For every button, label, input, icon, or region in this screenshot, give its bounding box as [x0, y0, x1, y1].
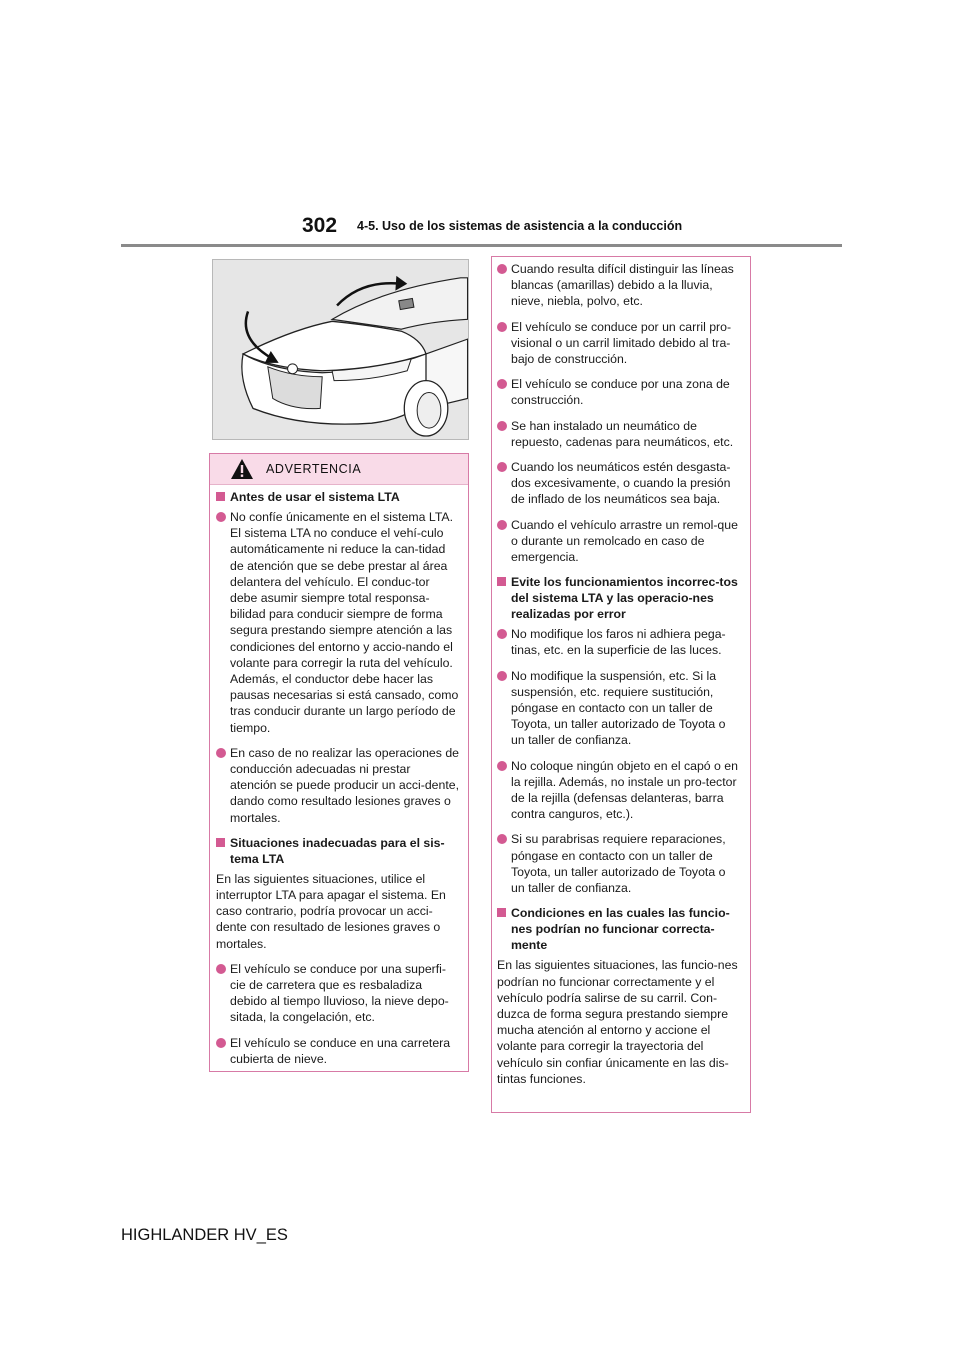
list-item: El vehículo se conduce por una zona de construcción. — [497, 376, 742, 408]
bullet-icon — [497, 462, 507, 472]
section-heading: Condiciones en las cuales las funcio-nes podrían no funcionar correcta-mente — [497, 905, 742, 953]
section-heading: Antes de usar el sistema LTA — [216, 489, 459, 505]
square-bullet-icon — [216, 838, 225, 847]
bullet-icon — [497, 520, 507, 530]
warning-header — [210, 454, 468, 485]
warning-box-continued — [491, 256, 751, 1113]
paragraph: En las siguientes situaciones, utilice el interruptor LTA para apagar el sistema. En caso contrario, podría provocar un acci-dente con resultado de lesiones graves o mortales. — [216, 871, 446, 951]
paragraph: En las siguientes situaciones, las funcio-nes podrían no funcionar correctamente y el vehículo podría salirse de su carril. Con-duzca de forma segura prestando siempre mucha atención al entorno y accione el volante para corregir la trayectoria del vehículo sin confiar únicamente en las dis-tintas funciones. — [497, 958, 738, 1086]
bullet-icon — [216, 748, 226, 758]
list-item: Cuando resulta difícil distinguir las líneas blancas (amarillas) debido a la lluvia, nieve, niebla, polvo, etc. — [497, 261, 742, 310]
list-item: No confíe únicamente en el sistema LTA. El sistema LTA no conduce el vehí-culo automáticamente ni reduce la can-tidad de atención que se debe prestar al área delantera del vehículo. El conduc-tor debe asumir siempre total responsa-bilidad para conducir siempre de forma segura prestando siempre atención a las condiciones del entorno y accio-nando el volante para corregir la ruta del vehículo. Además, el conductor debe hacer las pausas necesarias si está cansado, como tras conducir durante un largo período de tiempo. — [216, 509, 459, 736]
car-drawing-icon — [213, 260, 468, 439]
bullet-icon — [216, 512, 226, 522]
list-item: No modifique la suspensión, etc. Si la suspensión, etc. requiere sustitución, póngase en contacto con un taller de Toyota, un taller autorizado de Toyota o un taller de confianza. — [497, 668, 742, 749]
warning-triangle-icon — [230, 458, 254, 480]
bullet-icon — [216, 1038, 226, 1048]
bullet-icon — [497, 671, 507, 681]
bullet-icon — [497, 264, 507, 274]
list-item: Cuando el vehículo arrastre un remol-que o durante un remolcado en caso de emergencia. — [497, 517, 742, 566]
warning-title: ADVERTENCIA — [266, 462, 362, 476]
section-heading: Evite los funcionamientos incorrec-tos del sistema LTA y las operacio-nes realizadas por error — [497, 574, 742, 622]
square-bullet-icon — [216, 492, 225, 501]
vehicle-front-illustration — [212, 259, 469, 440]
warning-box — [209, 453, 469, 1072]
list-item: El vehículo se conduce por una superfi-cie de carretera que es resbaladiza debido al tiempo lluvioso, la nieve depo-sitada, la congelación, etc. — [216, 961, 459, 1026]
section-heading: Situaciones inadecuadas para el sis-tema LTA — [216, 835, 459, 867]
footer-model-name: HIGHLANDER HV_ES — [121, 1226, 288, 1244]
square-bullet-icon — [497, 908, 506, 917]
list-item: En caso de no realizar las operaciones de conducción adecuadas ni prestar atención se puede producir un acci-dente, dando como resultado lesiones graves o mortales. — [216, 745, 459, 826]
list-item: Si su parabrisas requiere reparaciones, póngase en contacto con un taller de Toyota, un taller autorizado de Toyota o un taller de confianza. — [497, 831, 742, 896]
section-title: 4-5. Uso de los sistemas de asistencia a la conducción — [357, 219, 683, 233]
list-item: No modifique los faros ni adhiera pega-tinas, etc. en la superficie de las luces. — [497, 626, 742, 658]
bullet-icon — [497, 834, 507, 844]
list-item: El vehículo se conduce en una carretera cubierta de nieve. — [216, 1035, 459, 1067]
bullet-icon — [497, 761, 507, 771]
list-item: El vehículo se conduce por un carril pro-visional o un carril limitado debido al tra-bajo de construcción. — [497, 319, 742, 368]
square-bullet-icon — [497, 577, 506, 586]
list-item: Cuando los neumáticos estén desgasta-dos excesivamente, o cuando la presión de inflado de los neumáticos sea baja. — [497, 459, 742, 508]
bullet-icon — [497, 379, 507, 389]
bullet-icon — [497, 421, 507, 431]
list-item: No coloque ningún objeto en el capó o en la rejilla. Además, no instale un pro-tector de la rejilla (defensas delanteras, barra contra canguros, etc.). — [497, 758, 742, 823]
bullet-icon — [216, 964, 226, 974]
header-divider — [121, 244, 842, 247]
page-number: 302 — [302, 214, 338, 237]
bullet-icon — [497, 322, 507, 332]
bullet-icon — [497, 629, 507, 639]
list-item: Se han instalado un neumático de repuesto, cadenas para neumáticos, etc. — [497, 418, 742, 450]
